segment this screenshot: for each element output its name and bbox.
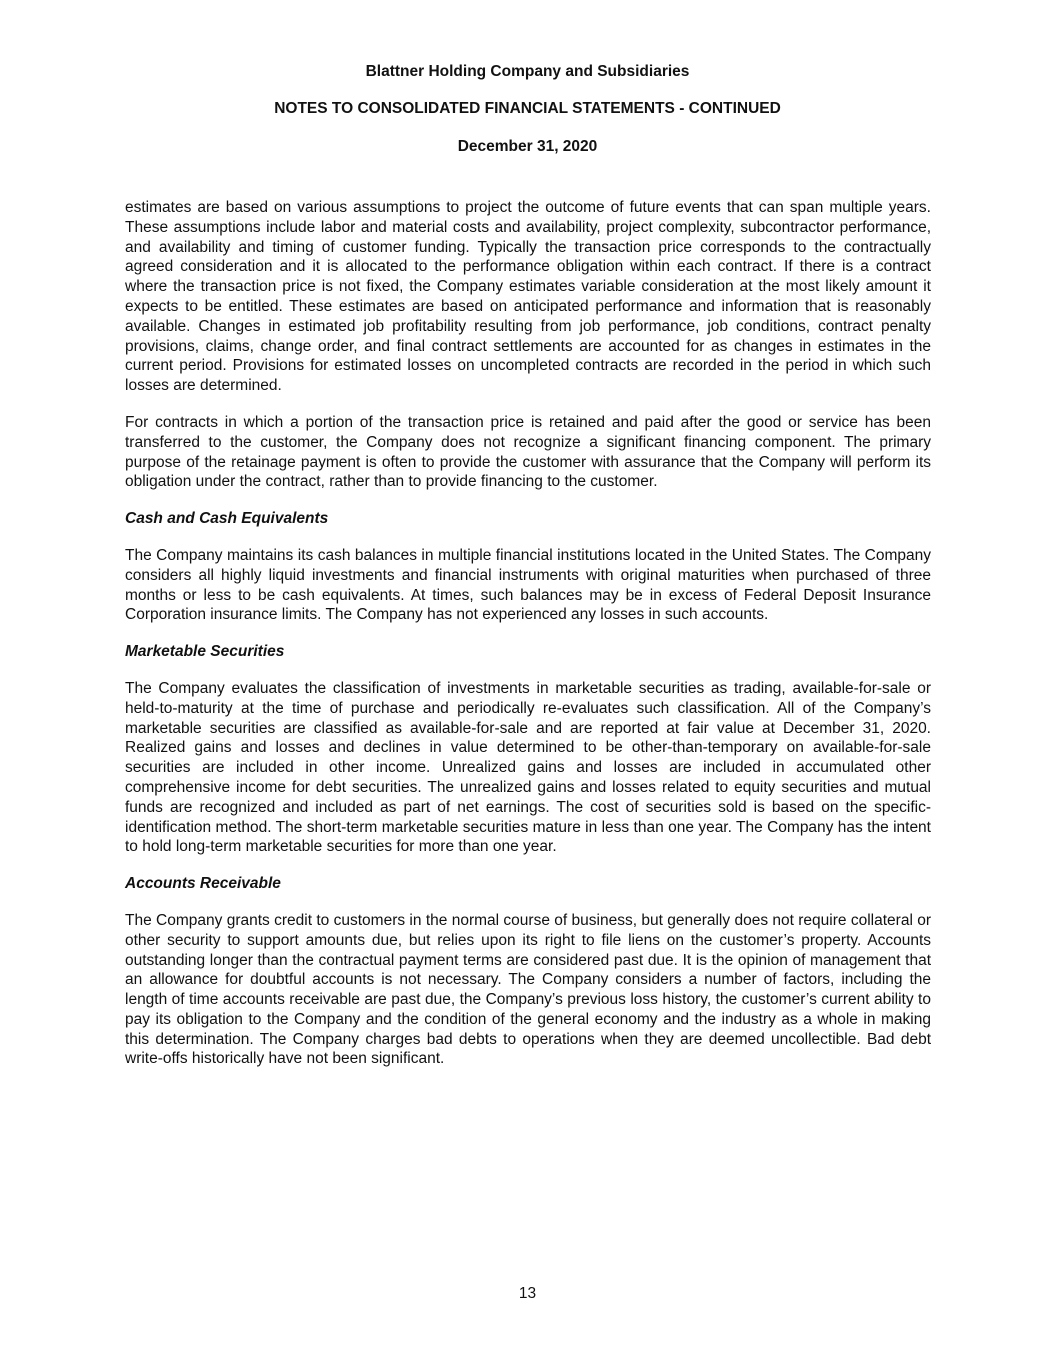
paragraph-retainage: For contracts in which a portion of the transaction price is retained and paid after the good or service has been transferred to the customer, the Company does not recognize a significant financing component. The primary purpose of the retainage payment is often to provide the customer with assurance that the Company will perform its obligation under the contract, rather than to provide financing to the customer. (125, 413, 931, 491)
company-name: Blattner Holding Company and Subsidiaries (365, 63, 690, 80)
paragraph-marketable-securities: The Company evaluates the classification of investments in marketable securities as trading, available-for-sale or held-to-maturity at the time of purchase and periodically re-evaluates such classification. All of the Company’s marketable securities are classified as available-for-sale and are reported at fair value at December 31, 2020. Realized gains and losses and declines in value determined to be other-than-temporary on available-for-sale securities are included in other income. Unrealized gains and losses are included in accumulated other comprehensive income for debt securities. The unrealized gains and losses related to equity securities and mutual funds are recognized and included as part of net earnings. The cost of securities sold is based on the specific-identification method. The short-term marketable securities mature in less than one year. The Company has the intent to hold long-term marketable securities for more than one year. (125, 679, 931, 856)
paragraph-accounts-receivable: The Company grants credit to customers in the normal course of business, but generally does not require collateral or other security to support amounts due, but relies upon its right to file liens on the customer’s property. Accounts outstanding longer than the contractual payment terms are considered past due. It is the opinion of management that an allowance for doubtful accounts is not necessary. The Company considers a number of factors, including the length of time accounts receivable are past due, the Company’s previous loss history, the customer’s current ability to pay its obligation to the Company and the condition of the general economy and the industry as a whole in making this determination. The Company charges bad debts to operations when they are deemed uncollectible. Bad debt write-offs historically have not been significant. (125, 911, 931, 1068)
section-heading-accounts-receivable: Accounts Receivable (125, 875, 281, 893)
document-title: NOTES TO CONSOLIDATED FINANCIAL STATEMENTS - CONTINUED (274, 100, 781, 117)
page-number: 13 (518, 1285, 537, 1302)
paragraph-estimates: estimates are based on various assumptions to project the outcome of future events that can span multiple years. These assumptions include labor and material costs and availability, project complexity, subcontractor performance, and availability and timing of customer funding. Typically the transaction price corresponds to the contractually agreed consideration and it is allocated to the performance obligation within each contract. If there is a contract where the transaction price is not fixed, the Company estimates variable consideration at the most likely amount it expects to be entitled. These estimates are based on anticipated performance and information that is reasonably available. Changes in estimated job profitability resulting from job performance, job conditions, contract penalty provisions, claims, change order, and final contract settlements are accounted for as changes in estimates in the current period. Provisions for estimated losses on uncompleted contracts are recorded in the period in which such losses are determined. (125, 199, 931, 395)
paragraph-cash: The Company maintains its cash balances in multiple financial institutions located in the United States. The Company considers all highly liquid investments and financial instruments with original maturities when purchased of three months or less to be cash equivalents. At times, such balances may be in excess of Federal Deposit Insurance Corporation insurance limits. The Company has not experienced any losses in such accounts. (125, 546, 931, 624)
section-heading-cash: Cash and Cash Equivalents (125, 510, 329, 528)
document-body (125, 198, 931, 1086)
statement-date: December 31, 2020 (457, 138, 598, 155)
section-heading-marketable-securities: Marketable Securities (125, 643, 285, 661)
